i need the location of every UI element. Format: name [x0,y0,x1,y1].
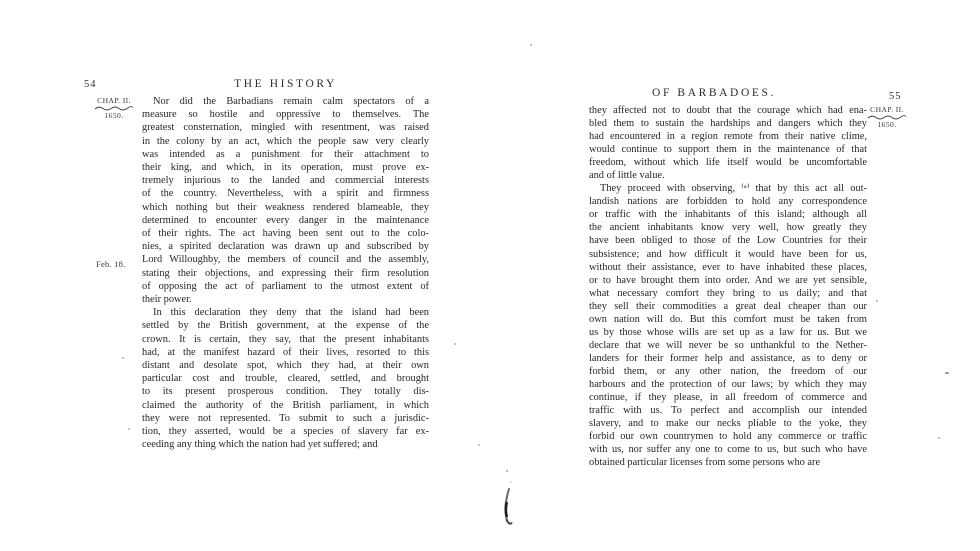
text-line: of opposing the act of parliament to the utmost extent of [142,280,429,292]
text-line: ceeding any thing which the nation had yet suffered; and [142,439,378,451]
chapter-label: CHAP. II. [97,96,131,105]
text-line: us by those whose wills are set up as a law for us. But we [589,326,867,338]
text-line: greatest consternation, mingled with resentment, was raised [142,122,429,134]
text-line: own nation will do. But this comfort must be taken from [589,313,867,325]
text-line: their power. [142,294,192,306]
text-line: of the country. Nevertheless, with a spirit and firmness [142,188,429,200]
text-line: the ancient inhabitants know very well, how greatly they [589,222,867,234]
text-line: measure so hostile and oppressive to themselves. The [142,109,429,121]
text-line: stating their objections, and expressing their firm resolution [142,267,429,279]
text-line: or to have brought them into order. And we are yet sensible, [589,274,867,286]
text-line: have been obliged to those of the Low Countries for their [589,235,867,247]
text-line: landers for their former help and assistance, as to deny or [589,352,867,364]
paragraph [589,104,867,182]
text-line: crown. It is certain, they say, that the present inhabitants [142,333,429,345]
text-line: determined to encounter every danger in the maintenance [142,214,429,226]
chapter-year: 1650. [104,111,124,120]
text-line: obtained particular licenses from some persons who are [589,457,821,469]
left-chapter-margin-note [90,96,138,120]
text-line: distant and desolate spot, which they had, at their own [142,360,429,372]
right-chapter-margin-note [864,105,910,129]
text-line: had encountered in a region remote from their native clime, [589,131,867,143]
text-line: Lord Willoughby, the members of council and the assembly, [142,254,429,266]
text-line: tion, they asserted, would be a species of slavery far ex- [142,426,429,438]
text-line: In this declaration they deny that the island had been [153,307,429,319]
text-line: tremely injurious to the landed and commercial interests [142,175,429,187]
text-line: claimed the authority of the British parliament, in which [142,399,429,411]
text-line: with us, nor suffer any one to come to us, but such who have [589,444,867,456]
text-line: their king, and which, in its operation, must prove ex- [142,162,429,174]
text-line: without their assistance, ever to have inhabited these places, [589,261,867,273]
text-line: freedom, without which life itself would be uncomfortable [589,157,867,169]
text-line: They proceed with observing, ⁽ᵃ⁾ that by this act all out- [600,183,867,195]
text-line: they sell their commodities a great deal cheaper than our [589,300,867,312]
text-line: particular cost and trouble, cleared, settled, and brought [142,373,429,385]
paragraph [142,95,429,306]
text-line: Nor did the Barbadians remain calm spectators of a [153,96,429,107]
right-page-number: 55 [889,91,902,102]
scan-speck [454,343,456,345]
text-line: to its present prosperous condition. They totally dis- [142,386,429,398]
text-line: what necessary comfort they bring to us daily; and that [589,287,867,299]
scan-speck [128,428,130,430]
text-line: nies, a spirited declaration was drawn up and subscribed by [142,241,429,253]
paragraph [142,306,429,451]
text-line: and of little value. [589,170,665,182]
text-line: subsistence; and how difficult it would have been for us, [589,248,867,260]
right-page-text [589,104,867,469]
text-line: landish nations are forbidden to hold any correspondence [589,196,867,208]
text-line: they were not represented. To submit to such a jurisdic- [142,412,429,424]
text-line: harbours and the protection of our laws; by which they may [589,378,867,390]
right-running-head: OF BARBADOES. [652,87,776,99]
text-line: declare that we will never be so unthankful to the Nether- [589,339,867,351]
scan-speck [530,44,532,46]
left-page-text [142,95,429,451]
text-line: forbid them, or any other nation, the freedom of our [589,365,867,377]
scan-speck [122,357,124,359]
text-line: or traffic with the inhabitants of this island; although all [589,209,867,221]
scan-hair-artifact [498,465,520,531]
text-line: was intended as a punishment for their attachment to [142,148,429,160]
text-line: bled them to sustain the hardships and dangers which they [589,118,867,130]
scan-speck [478,444,480,446]
scan-speck [945,372,949,374]
chapter-label: CHAP. II. [870,105,904,114]
date-margin-note: Feb. 18. [96,259,126,269]
left-running-head: THE HISTORY [234,78,337,90]
left-page-number: 54 [84,79,97,90]
paragraph [589,182,867,469]
text-line: which nothing but their weakness rendered blameable, they [142,201,429,213]
text-line: slavery, and to make our necks pliable to the yoke, they [589,418,867,430]
text-line: they affected not to doubt that the courage which had ena- [589,105,867,116]
text-line: continue, if they please, in all freedom of commerce and [589,392,867,404]
text-line: forbid our own countrymen to hold any commerce or traffic [589,431,867,443]
text-line: had, at the manifest hazard of their lives, resorted to this [142,346,429,358]
text-line: would continue to support them in the maintenance of that [589,144,867,156]
scan-speck [876,300,878,302]
text-line: settled by the British government, at the expense of the [142,320,429,332]
text-line: of their rights. The act having been sent out to the colo- [142,228,429,240]
scan-speck [938,437,940,439]
text-line: in the colony by an act, which the people saw very clearly [142,135,429,147]
text-line: traffic with us. To perfect and accomplish our intended [589,405,867,417]
chapter-year: 1650. [877,120,897,129]
